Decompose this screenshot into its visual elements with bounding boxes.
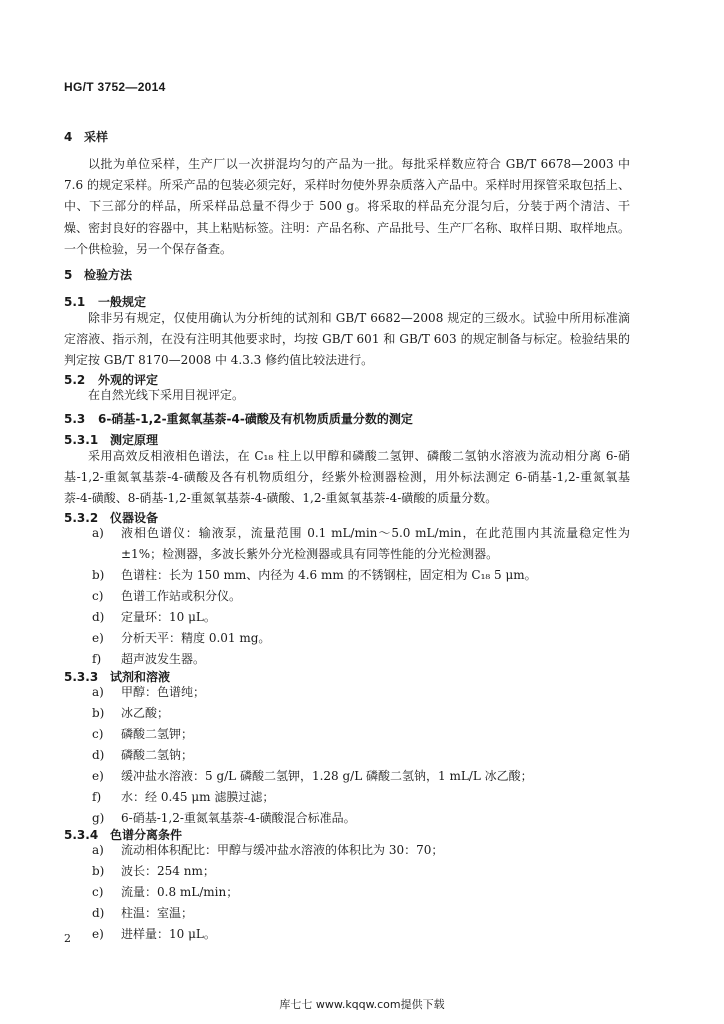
section-5-2-paragraph: 在自然光线下采用目视评定。 [88, 388, 245, 402]
list-item-text: 6-硝基-1,2-重氮氧基萘-4-磺酸混合标准品。 [121, 811, 356, 825]
section-title: 6-硝基-1,2-重氮氧基萘-4-磺酸及有机物质质量分数的测定 [98, 412, 413, 426]
section-title: 试剂和溶液 [110, 670, 171, 684]
list-item-text: 缓冲盐水溶液：5 g/L 磷酸二氢钾，1.28 g/L 磷酸二氢钠，1 mL/L 冰乙酸； [121, 769, 533, 783]
list-item-label: b) [92, 568, 105, 582]
list-item-text: 冰乙酸； [121, 706, 170, 720]
list-item [92, 523, 630, 565]
list-item-text: 磷酸二氢钠； [121, 748, 194, 762]
list-item [92, 682, 630, 703]
list-item-label: f) [92, 652, 102, 666]
list-item-label: c) [92, 589, 104, 603]
section-number: 4 [64, 130, 73, 144]
section-number: 5.3.2 [64, 511, 99, 525]
section-title: 一般规定 [98, 295, 147, 309]
list-item-text: 流动相体积配比：甲醇与缓冲盐水溶液的体积比为 30：70； [121, 843, 444, 857]
section-title: 仪器设备 [110, 511, 159, 525]
list-item [92, 745, 630, 766]
list-item [92, 882, 630, 903]
section-title: 采样 [84, 130, 109, 144]
list-item-label: c) [92, 727, 104, 741]
section-4-heading [64, 128, 108, 145]
section-5-3-1-paragraph: 采用高效反相液相色谱法，在 C₁₈ 柱上以甲醇和磷酸二氢钾、磷酸二氢钠水溶液为流动相分离 6-硝基-1,2-重氮氧基萘-4-磺酸及各有机物质组分，经紫外检测器检测，用外标法测定 6-硝基-1,2-重氮氧基萘-4-磺酸、8-硝基-1,2-重氮氧基萘-4-磺酸、1,2-重氮氧基萘-4-磺酸的质量分数。 [64, 449, 630, 506]
list-item-text: 甲醇：色谱纯； [121, 685, 206, 699]
list-item-text: 超声波发生器。 [121, 652, 206, 666]
list-item [92, 565, 630, 586]
list-item-label: b) [92, 864, 105, 878]
list-item-text: 液相色谱仪：输液泵，流量范围 0.1 mL/min～5.0 mL/min，在此范围内其流量稳定性为 ±1%；检测器，多波长紫外分光检测器或具有同等性能的分光检测器。 [121, 526, 630, 562]
list-item-text: 进样量：10 μL。 [121, 927, 216, 941]
list-item-text: 色谱柱：长为 150 mm、内径为 4.6 mm 的不锈钢柱，固定相为 C₁₈ 5 μm。 [121, 568, 537, 582]
list-item-label: e) [92, 631, 104, 645]
list-item [92, 861, 630, 882]
section-title: 检验方法 [84, 268, 133, 282]
list-item-label: e) [92, 927, 104, 941]
section-title: 外观的评定 [98, 373, 159, 387]
list-item-label: a) [92, 685, 104, 699]
list-item [92, 787, 630, 808]
section-number: 5.3.4 [64, 828, 99, 842]
list-item [92, 766, 630, 787]
list-item-label: f) [92, 790, 102, 804]
list-item [92, 903, 630, 924]
section-4-paragraph: 以批为单位采样，生产厂以一次拼混均匀的产品为一批。每批采样数应符合 GB/T 6678—2003 中 7.6 的规定采样。所采产品的包装必须完好，采样时勿使外界杂质落入产品中。采样时用探管采取包括上、中、下三部分的样品，所采样品总量不得少于 500 g。将采取的样品充分混匀后，分装于两个清洁、干燥、密封良好的容器中，其上粘贴标签。注明：产品名称、产品批号、生产厂名称、取样日期、取样地点。一个供检验，另一个保存备查。 [64, 157, 630, 256]
list-item-label: c) [92, 885, 104, 899]
page-number: 2 [64, 932, 71, 945]
section-number: 5.1 [64, 295, 86, 309]
list-item-label: b) [92, 706, 105, 720]
list-item [92, 840, 630, 861]
list-item-label: d) [92, 906, 105, 920]
list-item [92, 703, 630, 724]
list-item-text: 波长：254 nm； [121, 864, 215, 878]
section-number: 5.3 [64, 412, 86, 426]
list-item [92, 586, 630, 607]
section-number: 5.2 [64, 373, 86, 387]
section-title: 色谱分离条件 [110, 828, 183, 842]
list-item-label: a) [92, 526, 104, 540]
list-item-text: 磷酸二氢钾； [121, 727, 194, 741]
standard-code-header: HG/T 3752—2014 [64, 80, 166, 94]
download-footer: 库七七 www.kqqw.com提供下载 [279, 998, 445, 1011]
list-item-label: e) [92, 769, 104, 783]
section-5-3-heading [64, 410, 413, 427]
list-item [92, 649, 630, 670]
list-item [92, 628, 630, 649]
section-number: 5 [64, 268, 73, 282]
list-item-label: g) [92, 811, 105, 825]
list-item-label: a) [92, 843, 104, 857]
list-item-text: 水：经 0.45 μm 滤膜过滤； [121, 790, 275, 804]
section-5-heading [64, 266, 132, 283]
list-item [92, 724, 630, 745]
section-5-1-paragraph: 除非另有规定，仅使用确认为分析纯的试剂和 GB/T 6682—2008 规定的三级水。试验中所用标准滴定溶液、指示剂，在没有注明其他要求时，均按 GB/T 601 和 GB/T 603 的规定制备与标定。检验结果的判定按 GB/T 8170—2008 中 4.3.3 修约值比较法进行。 [64, 311, 630, 368]
list-item-text: 色谱工作站或积分仪。 [121, 589, 242, 603]
list-item-label: d) [92, 748, 105, 762]
list-item-label: d) [92, 610, 105, 624]
list-item [92, 607, 630, 628]
list-item-text: 流量：0.8 mL/min； [121, 885, 239, 899]
list-item-text: 分析天平：精度 0.01 mg。 [121, 631, 271, 645]
list-item-text: 定量环：10 μL。 [121, 610, 216, 624]
list-item [92, 924, 630, 945]
section-number: 5.3.3 [64, 670, 99, 684]
section-number: 5.3.1 [64, 433, 99, 447]
list-item-text: 柱温：室温； [121, 906, 194, 920]
section-title: 测定原理 [110, 433, 159, 447]
